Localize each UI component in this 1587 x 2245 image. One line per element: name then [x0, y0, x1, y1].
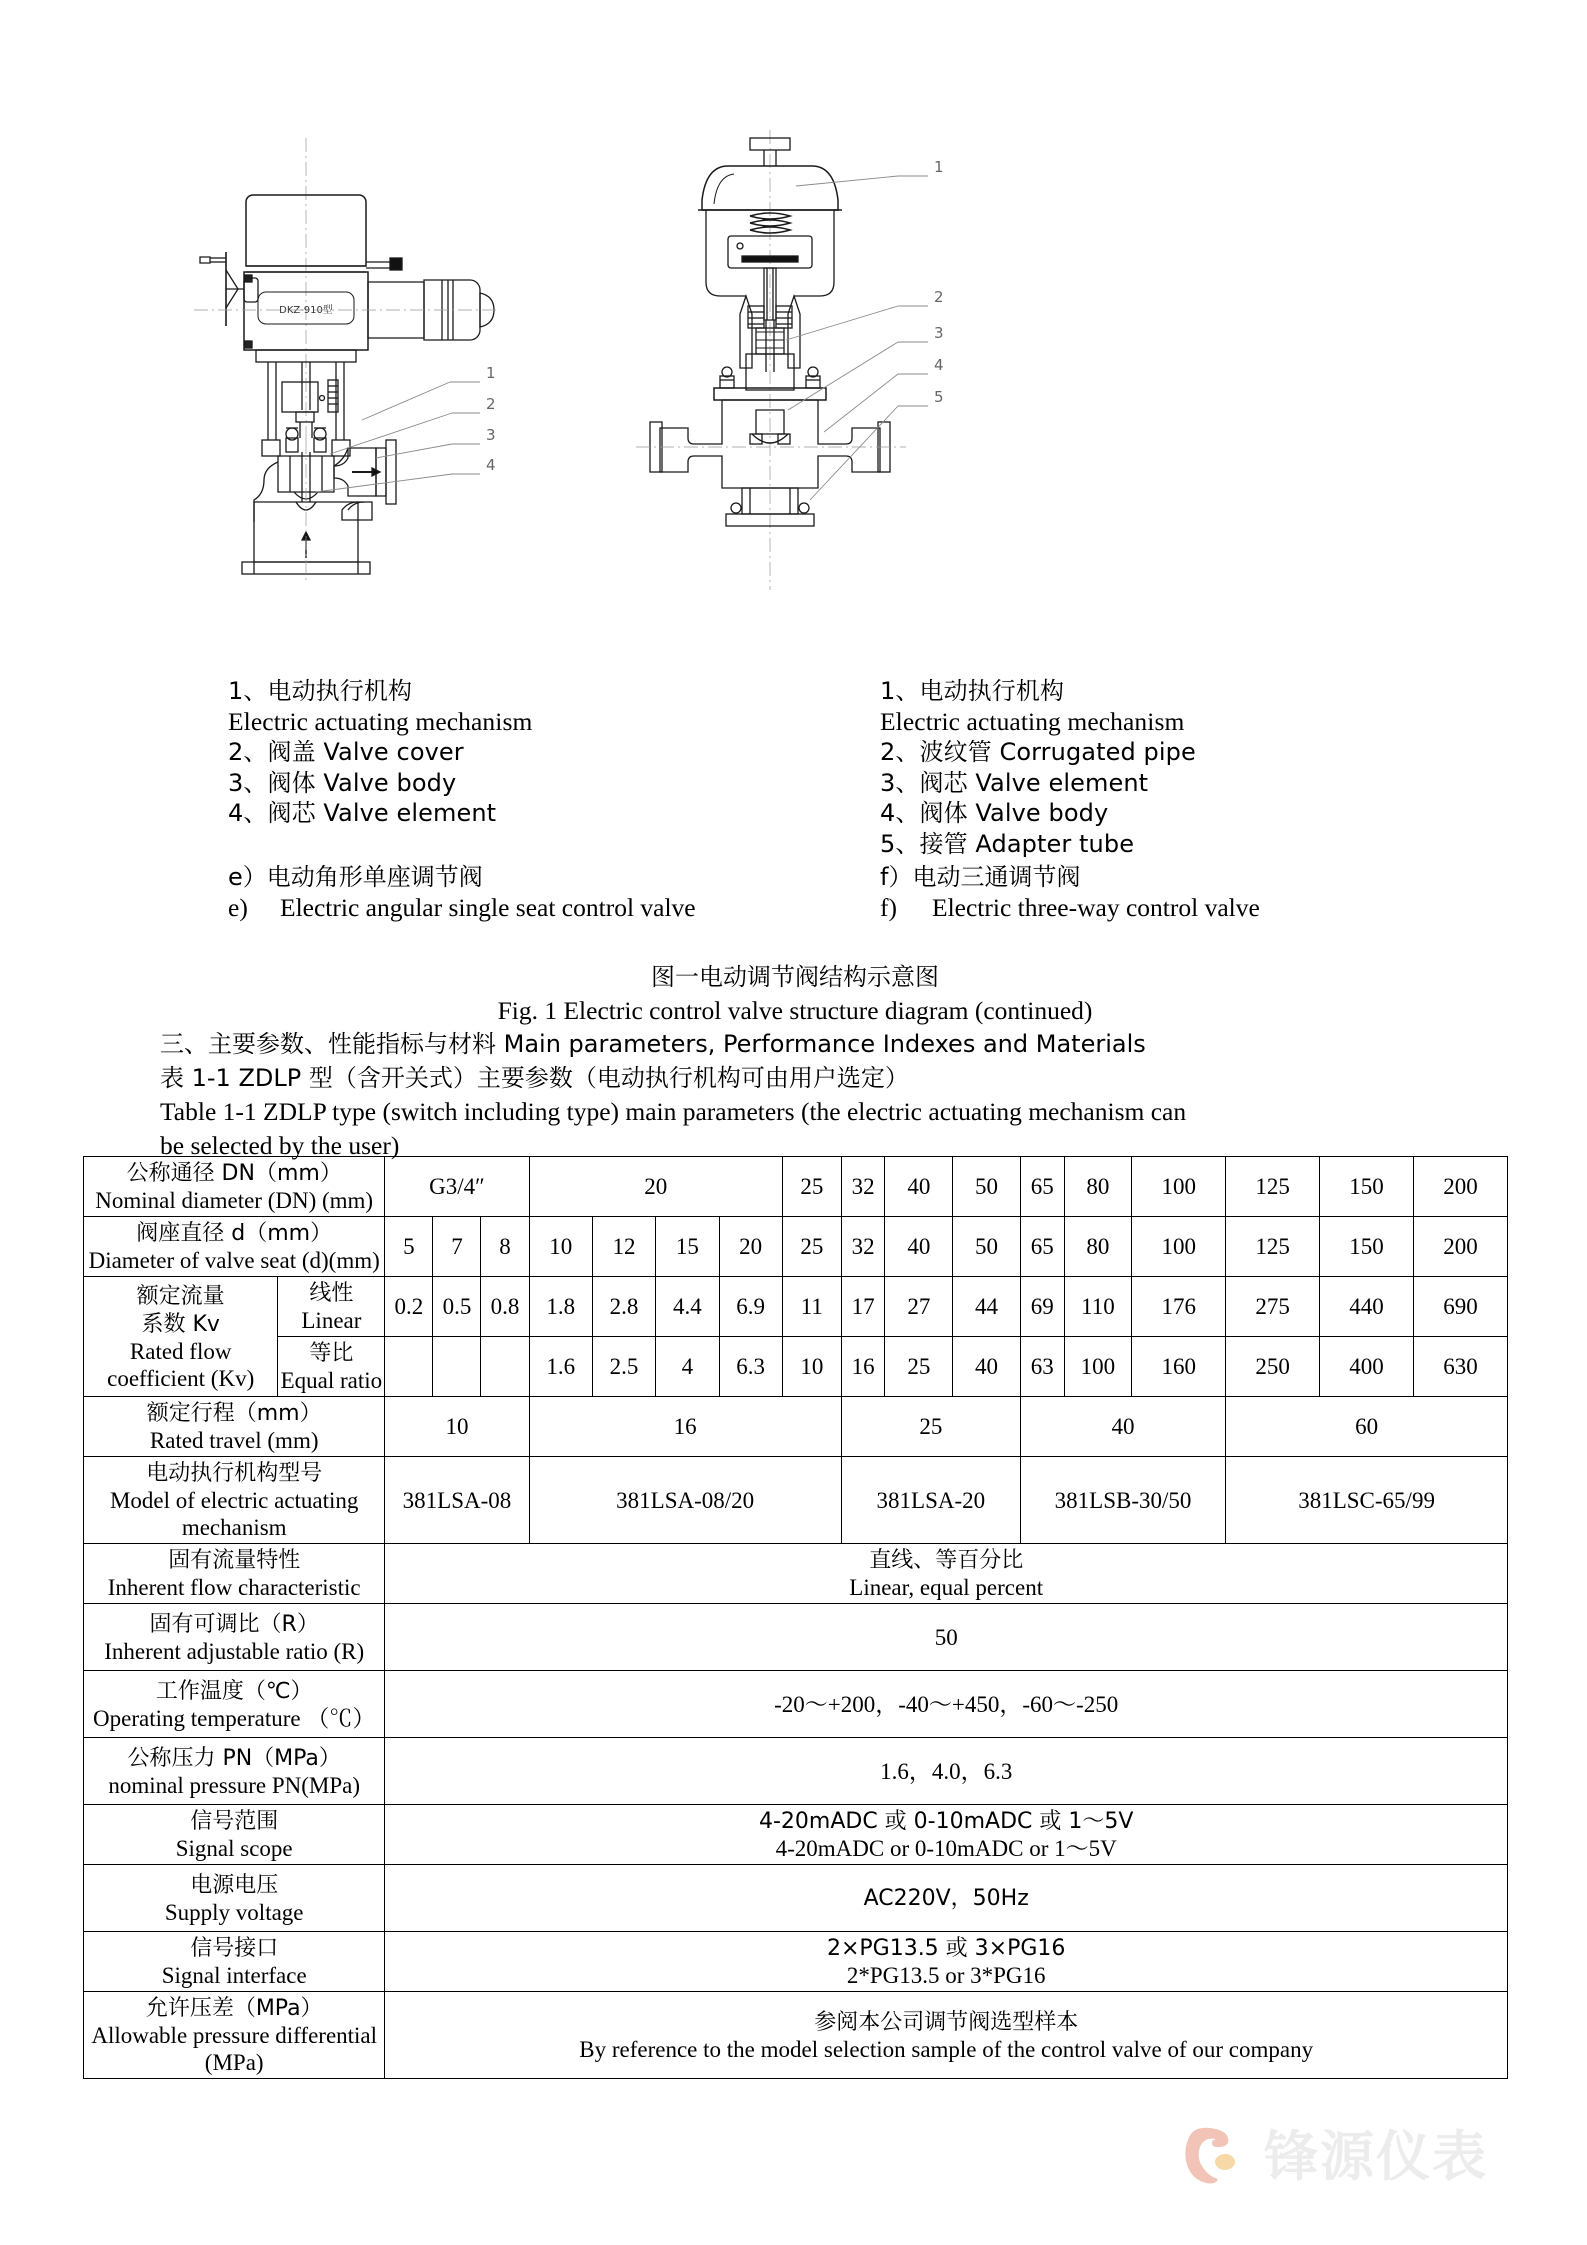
callout-2: 2	[486, 395, 496, 413]
callout-4: 4	[934, 356, 944, 374]
row-header-rated-travel: 额定行程（mm） Rated travel (mm)	[84, 1397, 385, 1457]
cell-travel-4: 60	[1226, 1397, 1508, 1457]
cell-model-0: 381LSA-08	[385, 1457, 529, 1544]
cell-d-3: 10	[529, 1217, 592, 1277]
figure-angular-single-seat-valve	[150, 110, 620, 650]
cell-d-14: 125	[1226, 1217, 1320, 1277]
callout-1: 1	[486, 364, 496, 382]
cell-kve-14: 250	[1226, 1337, 1320, 1397]
table-row-flow-characteristic	[84, 1544, 1508, 1604]
cell-signal-interface: 2×PG13.5 或 3×PG16 2*PG13.5 or 3*PG16	[385, 1932, 1508, 1992]
cell-dn-7: 80	[1064, 1157, 1132, 1217]
cell-d-7: 25	[782, 1217, 841, 1277]
cell-kve-10: 40	[953, 1337, 1021, 1397]
cell-d-12: 80	[1064, 1217, 1132, 1277]
cell-dn-6: 65	[1020, 1157, 1064, 1217]
cell-dn-4: 40	[885, 1157, 953, 1217]
cell-kve-4: 2.5	[592, 1337, 655, 1397]
caption-left	[228, 862, 788, 924]
section-heading: 三、主要参数、性能指标与材料 Main parameters, Performance Indexes and Materials	[160, 1030, 1146, 1058]
caption-right	[880, 862, 1440, 924]
cell-kve-5: 4	[656, 1337, 719, 1397]
cell-d-6: 20	[719, 1217, 782, 1277]
table-row-pressure-differential	[84, 1992, 1508, 2079]
cell-kve-1	[433, 1337, 481, 1397]
cell-kvl-12: 110	[1064, 1277, 1132, 1337]
cell-kve-16: 630	[1413, 1337, 1507, 1397]
cell-kvl-6: 6.9	[719, 1277, 782, 1337]
cell-nominal-pressure: 1.6，4.0，6.3	[385, 1738, 1508, 1805]
cell-kvl-8: 17	[841, 1277, 885, 1337]
row-header-flow-characteristic: 固有流量特性 Inherent flow characteristic	[84, 1544, 385, 1604]
table-row-rated-travel	[84, 1397, 1508, 1457]
cell-kve-2	[481, 1337, 529, 1397]
cell-d-2: 8	[481, 1217, 529, 1277]
svg-text:DKZ-910型: DKZ-910型	[279, 305, 333, 316]
row-header-supply-voltage: 电源电压 Supply voltage	[84, 1865, 385, 1932]
cell-kvl-16: 690	[1413, 1277, 1507, 1337]
cell-travel-0: 10	[385, 1397, 529, 1457]
cell-kvl-3: 1.8	[529, 1277, 592, 1337]
callout-3: 3	[486, 426, 496, 444]
table-row-seat-diameter	[84, 1217, 1508, 1277]
legend-left-item-1: 1、电动执行机构	[228, 677, 413, 705]
cell-flow-characteristic: 直线、等百分比 Linear, equal percent	[385, 1544, 1508, 1604]
table-row-signal-scope	[84, 1805, 1508, 1865]
cell-kvl-5: 4.4	[656, 1277, 719, 1337]
brand-mark-icon	[1178, 2122, 1250, 2192]
cell-dn-10: 150	[1320, 1157, 1414, 1217]
cell-dn-8: 100	[1132, 1157, 1226, 1217]
table-caption-en-line1: Table 1-1 ZDLP type (switch including type) main parameters (the electric actuating mechanism can	[160, 1097, 1187, 1126]
row-header-nominal-pressure: 公称压力 PN（MPa） nominal pressure PN(MPa)	[84, 1738, 385, 1805]
cell-d-16: 200	[1413, 1217, 1507, 1277]
table-row-nominal-pressure	[84, 1738, 1508, 1805]
cell-d-15: 150	[1320, 1217, 1414, 1277]
cell-d-8: 32	[841, 1217, 885, 1277]
figure-row	[0, 110, 1587, 650]
legend-right-item-2: 2、波纹管 Corrugated pipe	[880, 738, 1196, 766]
cell-kve-9: 25	[885, 1337, 953, 1397]
row-header-signal-interface: 信号接口 Signal interface	[84, 1932, 385, 1992]
cell-kvl-2: 0.8	[481, 1277, 529, 1337]
cell-kvl-14: 275	[1226, 1277, 1320, 1337]
legend-left-item-1-en: Electric actuating mechanism	[228, 706, 533, 736]
row-header-kv: 额定流量 系数 Kv Rated flow coefficient (Kv)	[84, 1277, 278, 1397]
cell-d-5: 15	[656, 1217, 719, 1277]
legend-left	[228, 676, 648, 829]
cell-dn-2: 25	[782, 1157, 841, 1217]
cell-kve-7: 10	[782, 1337, 841, 1397]
legend-right-item-1-en: Electric actuating mechanism	[880, 706, 1185, 736]
cell-adjustable-ratio: 50	[385, 1604, 1508, 1671]
caption-right-cn: f）电动三通调节阀	[880, 863, 1081, 891]
cell-travel-2: 25	[841, 1397, 1020, 1457]
callout-3: 3	[934, 324, 944, 342]
cell-model-2: 381LSA-20	[841, 1457, 1020, 1544]
company-watermark	[1178, 2112, 1538, 2202]
cell-kvl-9: 27	[885, 1277, 953, 1337]
legend-right-item-5: 5、接管 Adapter tube	[880, 829, 1135, 858]
cell-kve-13: 160	[1132, 1337, 1226, 1397]
table-caption-cn: 表 1-1 ZDLP 型（含开关式）主要参数（电动执行机构可由用户选定）	[160, 1064, 909, 1092]
cell-dn-3: 32	[841, 1157, 885, 1217]
caption-left-en: e) Electric angular single seat control valve	[228, 893, 696, 922]
cell-kvl-0: 0.2	[385, 1277, 433, 1337]
cell-kvl-11: 69	[1020, 1277, 1064, 1337]
cell-kve-0	[385, 1337, 433, 1397]
row-header-nominal-diameter: 公称通径 DN（mm） Nominal diameter (DN) (mm)	[84, 1157, 385, 1217]
legend-right-item-3: 3、阀芯 Valve element	[880, 768, 1149, 797]
callout-5: 5	[934, 388, 944, 406]
row-header-pressure-differential: 允许压差（MPa） Allowable pressure differential (MPa)	[84, 1992, 385, 2079]
legend-left-item-2: 2、阀盖 Valve cover	[228, 738, 464, 766]
cell-d-9: 40	[885, 1217, 953, 1277]
cell-dn-9: 125	[1226, 1157, 1320, 1217]
table-row-actuator-model	[84, 1457, 1508, 1544]
figure-three-way-valve	[610, 110, 1110, 650]
callout-2: 2	[934, 288, 944, 306]
cell-d-4: 12	[592, 1217, 655, 1277]
cell-dn-11: 200	[1413, 1157, 1507, 1217]
cell-operating-temperature: -20～+200，-40～+450，-60～-250	[385, 1671, 1508, 1738]
row-header-actuator-model: 电动执行机构型号 Model of electric actuating mechanism	[84, 1457, 385, 1544]
row-header-adjustable-ratio: 固有可调比（R） Inherent adjustable ratio (R)	[84, 1604, 385, 1671]
row-header-kv-linear: 线性 Linear	[278, 1277, 385, 1337]
cell-d-1: 7	[433, 1217, 481, 1277]
cell-kvl-15: 440	[1320, 1277, 1414, 1337]
table-row-kv-equal-ratio	[84, 1337, 1508, 1397]
cell-model-3: 381LSB-30/50	[1020, 1457, 1225, 1544]
cell-signal-scope: 4-20mADC 或 0-10mADC 或 1～5V 4-20mADC or 0-10mADC or 1～5V	[385, 1805, 1508, 1865]
table-row-supply-voltage	[84, 1865, 1508, 1932]
spec-table-wrapper	[83, 1156, 1508, 2079]
table-row-nominal-diameter	[84, 1157, 1508, 1217]
cell-kve-8: 16	[841, 1337, 885, 1397]
cell-kve-15: 400	[1320, 1337, 1414, 1397]
row-header-signal-scope: 信号范围 Signal scope	[84, 1805, 385, 1865]
table-row-adjustable-ratio	[84, 1604, 1508, 1671]
row-header-seat-diameter: 阀座直径 d（mm） Diameter of valve seat (d)(mm)	[84, 1217, 385, 1277]
legend-right-item-4: 4、阀体 Valve body	[880, 799, 1109, 827]
callout-4: 4	[486, 456, 496, 474]
cell-dn-1: 20	[529, 1157, 782, 1217]
cell-kve-6: 6.3	[719, 1337, 782, 1397]
caption-left-cn: e）电动角形单座调节阀	[228, 863, 483, 891]
cell-d-0: 5	[385, 1217, 433, 1277]
row-header-kv-equal-ratio: 等比 Equal ratio	[278, 1337, 385, 1397]
caption-right-en: f) Electric three-way control valve	[880, 893, 1260, 922]
cell-d-10: 50	[953, 1217, 1021, 1277]
cell-kve-12: 100	[1064, 1337, 1132, 1397]
table-caption-en-line2: be selected by the user)	[160, 1131, 400, 1160]
cell-kve-11: 63	[1020, 1337, 1064, 1397]
title-block	[160, 960, 1430, 1163]
legend-right-item-1: 1、电动执行机构	[880, 677, 1065, 705]
legend-left-item-4: 4、阀芯 Valve element	[228, 799, 497, 827]
cell-supply-voltage: AC220V，50Hz	[385, 1865, 1508, 1932]
cell-model-4: 381LSC-65/99	[1226, 1457, 1508, 1544]
cell-travel-1: 16	[529, 1397, 841, 1457]
cell-travel-3: 40	[1020, 1397, 1225, 1457]
brand-name: 锋源仪表	[1264, 2125, 1488, 2188]
cell-d-11: 65	[1020, 1217, 1064, 1277]
table-row-operating-temperature	[84, 1671, 1508, 1738]
cell-dn-5: 50	[953, 1157, 1021, 1217]
cell-kvl-13: 176	[1132, 1277, 1226, 1337]
cell-dn-0: G3/4″	[385, 1157, 529, 1217]
legend-right	[880, 676, 1310, 859]
cell-kvl-4: 2.8	[592, 1277, 655, 1337]
callout-1: 1	[934, 158, 944, 176]
spec-table	[83, 1156, 1508, 2079]
cell-model-1: 381LSA-08/20	[529, 1457, 841, 1544]
cell-kvl-7: 11	[782, 1277, 841, 1337]
legend-left-item-3: 3、阀体 Valve body	[228, 768, 457, 797]
cell-pressure-differential: 参阅本公司调节阀选型样本 By reference to the model selection sample of the control valve of our company	[385, 1992, 1508, 2079]
figure-title-cn: 图一电动调节阀结构示意图	[651, 963, 939, 991]
table-row-kv-linear	[84, 1277, 1508, 1337]
cell-kvl-10: 44	[953, 1277, 1021, 1337]
cell-kve-3: 1.6	[529, 1337, 592, 1397]
figure-title-en: Fig. 1 Electric control valve structure diagram (continued)	[497, 996, 1093, 1025]
cell-kvl-1: 0.5	[433, 1277, 481, 1337]
table-row-signal-interface	[84, 1932, 1508, 1992]
row-header-operating-temperature: 工作温度（℃） Operating temperature （℃）	[84, 1671, 385, 1738]
cell-d-13: 100	[1132, 1217, 1226, 1277]
